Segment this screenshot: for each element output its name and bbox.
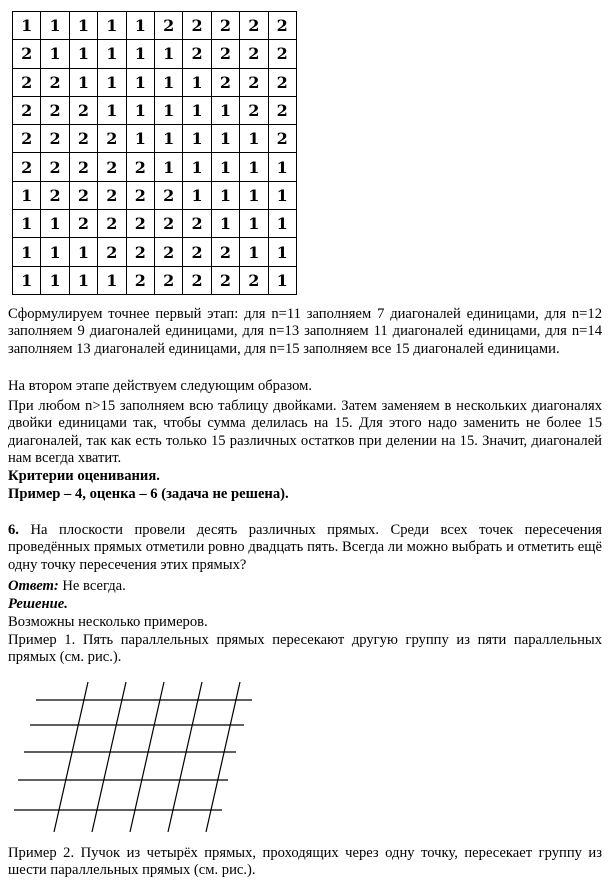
- grid-cell: 1: [268, 153, 296, 181]
- grid-cell: 1: [268, 210, 296, 238]
- grid-cell: 1: [69, 12, 97, 40]
- grid-cell: 1: [126, 40, 154, 68]
- grid-cell: 2: [98, 238, 126, 266]
- grid-cell: 2: [98, 210, 126, 238]
- grid-cell: 2: [13, 68, 41, 96]
- grid-cell: 1: [183, 68, 211, 96]
- grid-cell: 1: [126, 68, 154, 96]
- grid-cell: 2: [183, 210, 211, 238]
- answer-text: Не всегда.: [58, 578, 126, 594]
- grid-cell: 1: [183, 181, 211, 209]
- grid-cell: 1: [240, 153, 268, 181]
- grid-cell: 1: [211, 96, 239, 124]
- grid-cell: 2: [41, 181, 69, 209]
- grid-cell: 1: [240, 238, 268, 266]
- grid-cell: 2: [98, 125, 126, 153]
- grid-cell: 2: [183, 40, 211, 68]
- grid-cell: 1: [13, 266, 41, 294]
- grid-cell: 1: [13, 12, 41, 40]
- grid-cell: 2: [126, 153, 154, 181]
- slanted-line: [206, 682, 240, 832]
- grid-cell: 1: [13, 181, 41, 209]
- grid-cell: 2: [183, 238, 211, 266]
- grid-cell: 1: [211, 153, 239, 181]
- grid-cell: 1: [211, 125, 239, 153]
- grid-cell: 2: [69, 153, 97, 181]
- grid-cell: 2: [69, 210, 97, 238]
- paragraph-second-stage: При любом n>15 заполняем всю таблицу двойками. Затем заменяем в нескольких диагоналях двойки единицами так, чтобы сумма делилась на 15. Для этого надо заменить не более 15 диагоналей, так как есть только 15 различных остатков при делении на 15. Значит, диагоналей нам всегда хватит.: [8, 398, 602, 467]
- grid-cell: 1: [183, 96, 211, 124]
- grid-cell: 1: [240, 125, 268, 153]
- grid-cell: 1: [268, 266, 296, 294]
- grid-cell: 2: [126, 266, 154, 294]
- grid-cell: 2: [211, 12, 239, 40]
- grid-cell: 1: [211, 181, 239, 209]
- grid-cell: 1: [183, 125, 211, 153]
- grid-cell: 2: [240, 12, 268, 40]
- grid-cell: 2: [41, 68, 69, 96]
- grid-cell: 1: [98, 266, 126, 294]
- grid-cell: 2: [240, 68, 268, 96]
- grid-cell: 1: [126, 12, 154, 40]
- problem-statement: На плоскости провели десять различных прямых. Среди всех точек пересечения проведённых прямых отметили ровно двадцать пять. Всегда ли можно выбрать и отметить ещё одну точку пересечения этих прямых?: [8, 522, 602, 573]
- grid-cell: 2: [13, 153, 41, 181]
- grid-cell: 2: [98, 181, 126, 209]
- grid-cell: 2: [240, 96, 268, 124]
- grid-cell: 1: [69, 238, 97, 266]
- grid-cell: 1: [240, 181, 268, 209]
- grid-cell: 2: [13, 40, 41, 68]
- grid-cell: 1: [69, 40, 97, 68]
- grid-cell: 2: [183, 12, 211, 40]
- grid-cell: 1: [98, 96, 126, 124]
- grid-cell: 1: [41, 210, 69, 238]
- grid-cell: 2: [154, 266, 182, 294]
- grid-cell: 2: [41, 153, 69, 181]
- paragraph-second-stage-intro: На втором этапе действуем следующим образом.: [8, 378, 313, 394]
- criteria-score: Пример – 4, оценка – 6 (задача не решена).: [8, 486, 289, 502]
- grid-cell: 2: [268, 12, 296, 40]
- grid-cell: 1: [154, 96, 182, 124]
- grid-cell: 1: [69, 266, 97, 294]
- example-2: Пример 2. Пучок из четырёх прямых, проходящих через одну точку, пересекает группу из шести параллельных прямых (см. рис.).: [8, 845, 602, 879]
- solution-intro: Возможны несколько примеров.: [8, 614, 208, 630]
- grid-cell: 1: [41, 266, 69, 294]
- grid-cell: 2: [126, 181, 154, 209]
- grid-cell: 2: [13, 96, 41, 124]
- grid-cell: 1: [154, 40, 182, 68]
- grid-cell: 2: [69, 96, 97, 124]
- grid-cell: 1: [13, 210, 41, 238]
- grid-cell: 2: [69, 181, 97, 209]
- solution-heading: Решение.: [8, 596, 68, 612]
- grid-cell: 1: [126, 125, 154, 153]
- grid-cell: 1: [240, 210, 268, 238]
- grid-cell: 2: [98, 153, 126, 181]
- grid-cell: 2: [211, 68, 239, 96]
- grid-cell: 2: [154, 210, 182, 238]
- grid-cell: 2: [211, 238, 239, 266]
- grid-cell: 2: [268, 68, 296, 96]
- grid-cell: 1: [98, 12, 126, 40]
- grid-cell: 2: [126, 210, 154, 238]
- grid-cell: 2: [41, 96, 69, 124]
- grid-cell: 2: [154, 238, 182, 266]
- grid-cell: 2: [268, 40, 296, 68]
- grid-cell: 2: [268, 96, 296, 124]
- criteria-heading: Критерии оценивания.: [8, 468, 160, 484]
- example-1: Пример 1. Пять параллельных прямых пересекают другую группу из пяти параллельных прямых (см. рис.).: [8, 632, 602, 666]
- paragraph-first-stage: Сформулируем точнее первый этап: для n=11 заполняем 7 диагоналей единицами, для n=12 заполняем 9 диагоналей единицами, для n=13 заполняем 11 диагоналей единицами, для n=14 заполняем 13 диагоналей единицами, для n=15 заполняем все 15 диагоналей единицами.: [8, 306, 602, 357]
- grid-cell: 2: [41, 125, 69, 153]
- grid-cell: 1: [268, 181, 296, 209]
- grid-cell: 1: [98, 68, 126, 96]
- grid-cell: 1: [154, 125, 182, 153]
- grid-cell: 1: [98, 40, 126, 68]
- grid-cell: 1: [154, 68, 182, 96]
- grid-cell: 1: [268, 238, 296, 266]
- grid-cell: 2: [211, 266, 239, 294]
- grid-cell: 2: [240, 40, 268, 68]
- grid-cell: 2: [268, 125, 296, 153]
- grid-cell: 2: [154, 181, 182, 209]
- grid-cell: 2: [13, 125, 41, 153]
- grid-cell: 2: [154, 12, 182, 40]
- answer-label: Ответ:: [8, 578, 59, 594]
- grid-cell: 2: [126, 238, 154, 266]
- grid-cell: 1: [183, 153, 211, 181]
- grid-cell: 1: [154, 153, 182, 181]
- grid-cell: 2: [211, 40, 239, 68]
- grid-cell: 1: [41, 238, 69, 266]
- grid-cell: 1: [69, 68, 97, 96]
- grid-cell: 1: [126, 96, 154, 124]
- grid-cell: 2: [183, 266, 211, 294]
- grid-cell: 1: [41, 12, 69, 40]
- grid-cell: 1: [211, 210, 239, 238]
- grid-cell: 2: [240, 266, 268, 294]
- grid-cell: 1: [13, 238, 41, 266]
- grid-cell: 1: [41, 40, 69, 68]
- problem-number: 6.: [8, 522, 19, 538]
- grid-cell: 2: [69, 125, 97, 153]
